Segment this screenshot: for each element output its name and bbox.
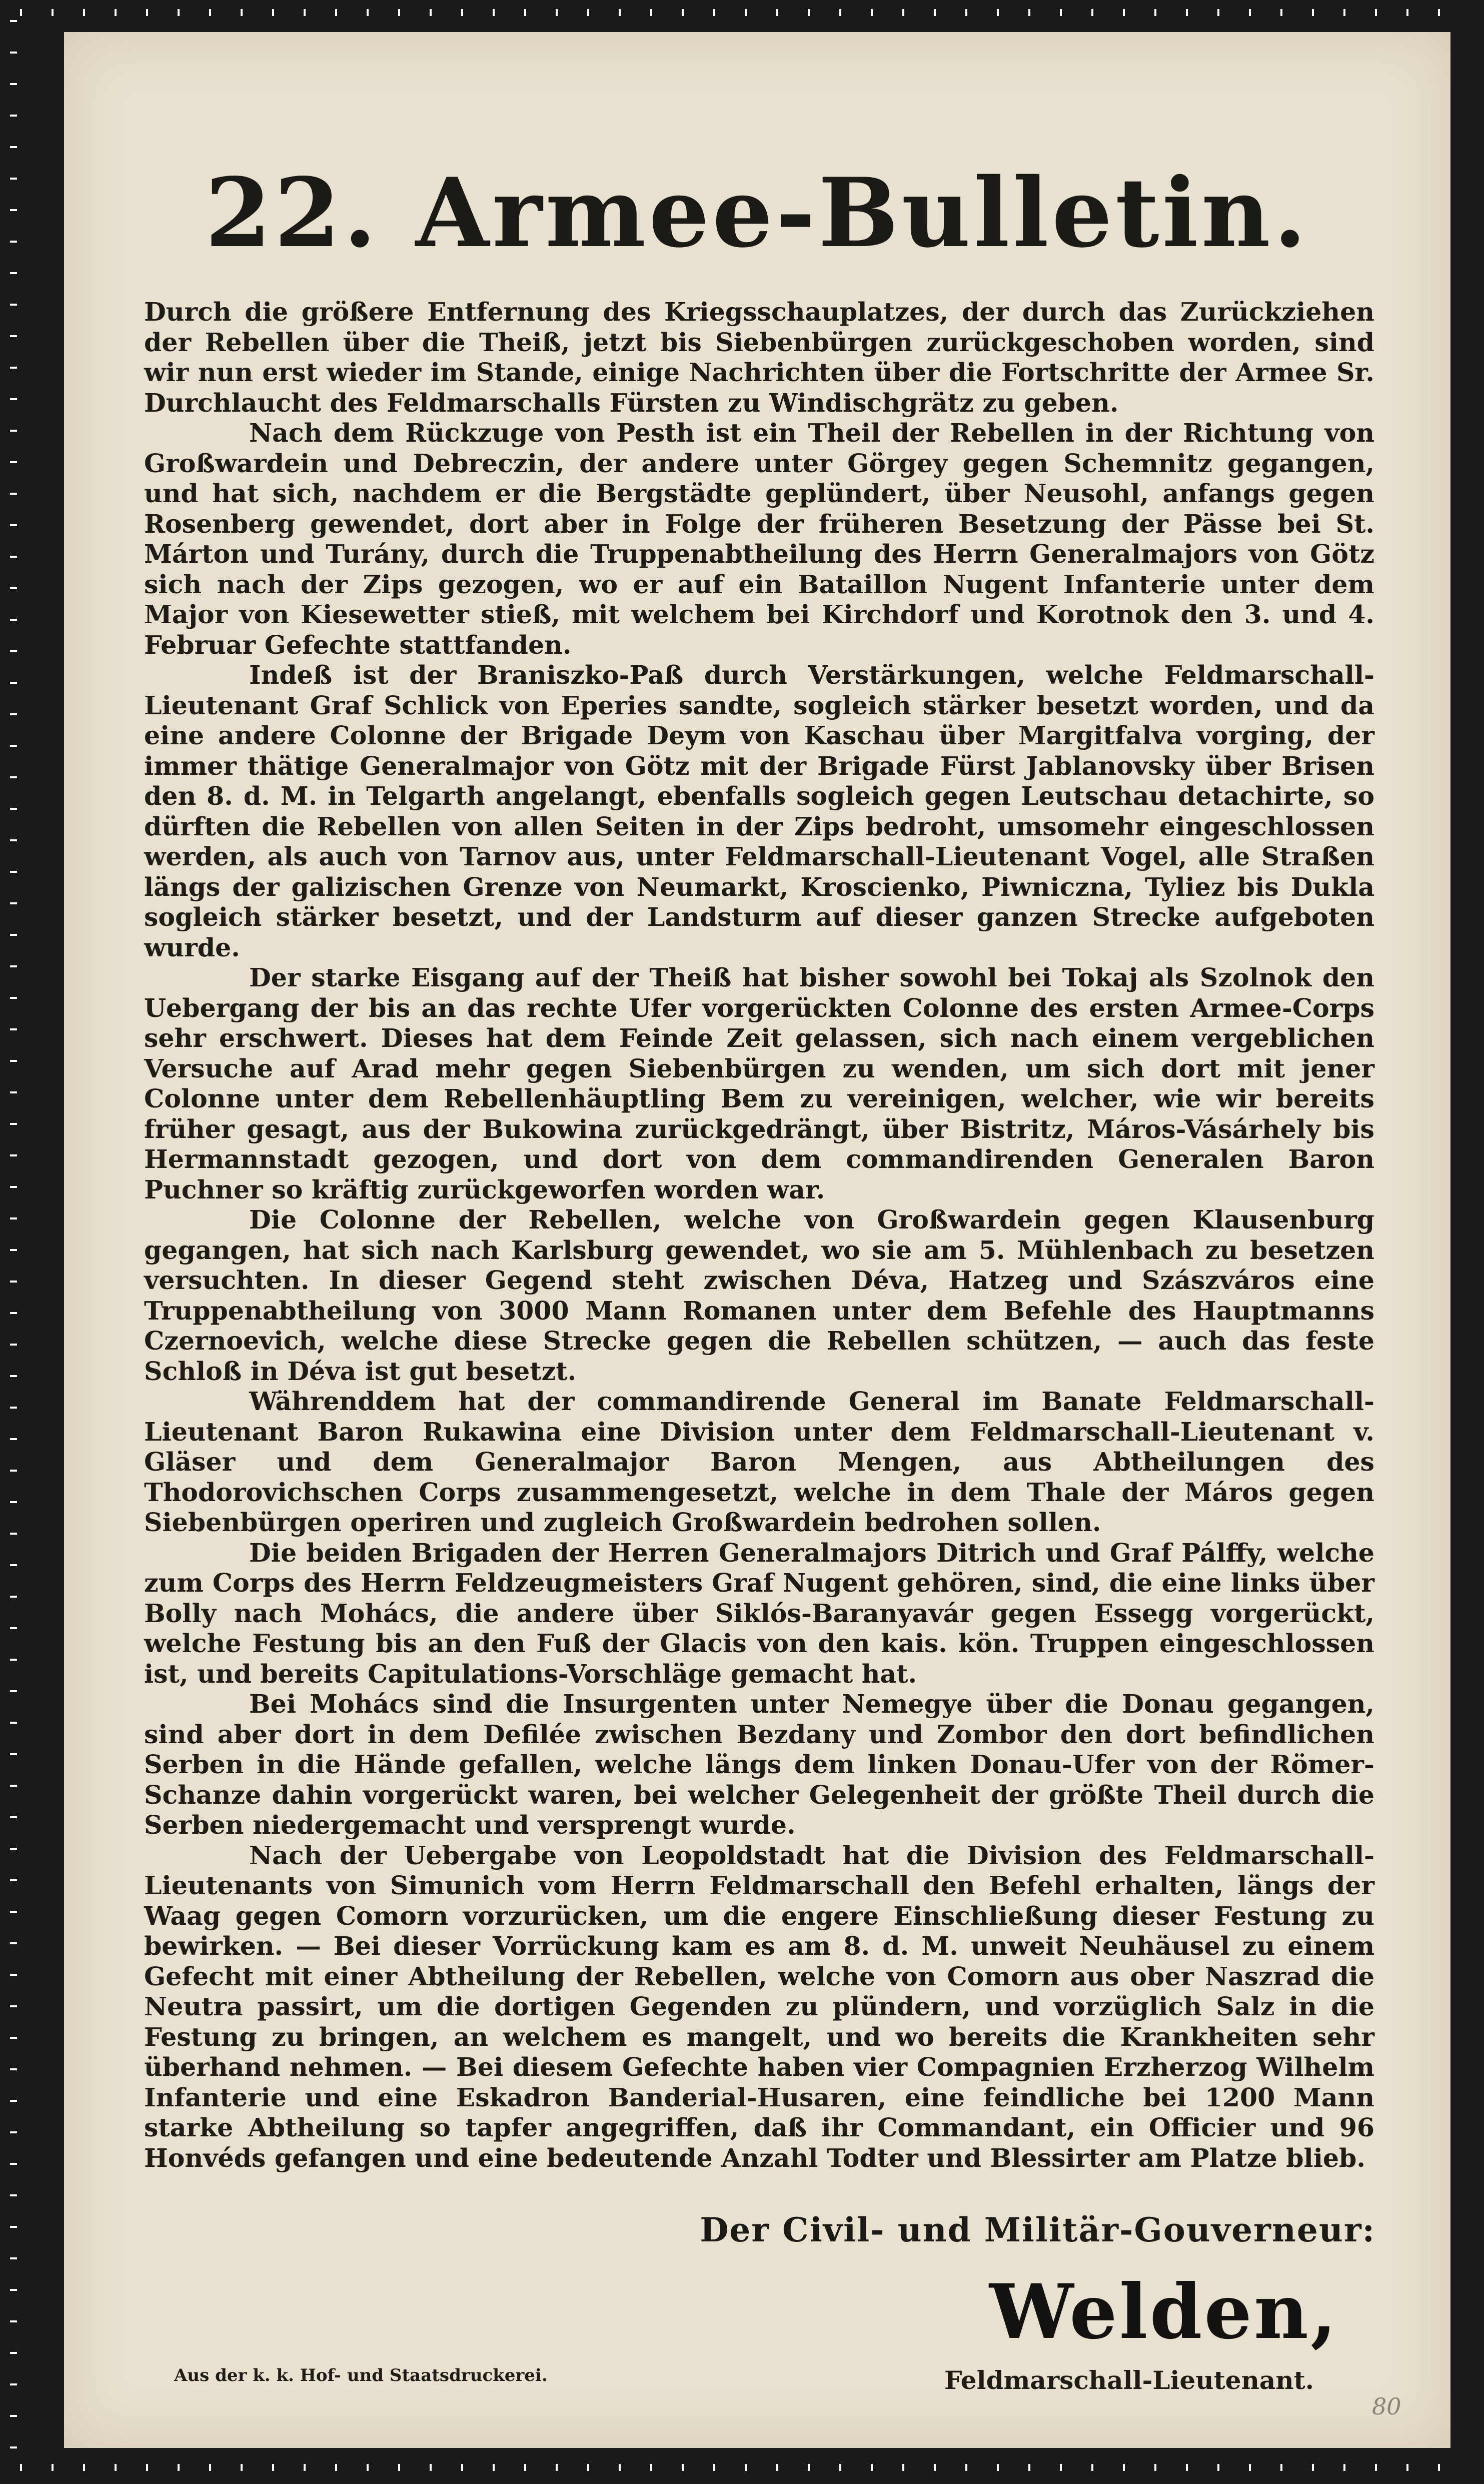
scale-tick	[524, 2464, 526, 2471]
scale-tick	[367, 9, 369, 16]
scale-tick	[10, 209, 17, 211]
scale-tick	[10, 2100, 17, 2102]
paragraph-8: Bei Mohács sind die Insurgenten unter Nemegye über die Donau gegangen, sind aber dort in dem Defilée zwischen Bezdany und Zombor den dort befindlichen Serben in die Hände gefallen, welche längs dem linken Donau-Ufer von der Römer-Schanze dahin vorgerückt waren, bei welcher Gelegenheit der größte Theil durch die Serben niedergemacht und versprengt wurde.	[144, 1689, 1374, 1840]
scale-tick	[146, 2464, 148, 2471]
scale-tick	[713, 9, 715, 16]
scale-tick	[10, 1438, 17, 1440]
scale-tick	[682, 9, 684, 16]
scale-tick	[10, 650, 17, 652]
paragraph-9: Nach der Uebergabe von Leopoldstadt hat die Division des Feldmarschall-Lieutenants von Simunich vom Herrn Feldmarschall den Befehl erhalten, längs der Waag gegen Comorn vorzurücken, um die engere Einschließung dieser Festung zu bewirken. — Bei dieser Vorrückung kam es am 8. d. M. unweit Neuhäusel zu einem Gefecht mit einer Abtheilung der Rebellen, welche von Comorn aus ober Naszrad die Neutra passirt, um die dortigen Gegenden zu plündern, und vorzüglich Salz in die Festung zu bringen, an welchem es mangelt, und wo bereits die Krankheiten sehr überhand nehmen. — Bei diesem Gefechte haben vier Compagnien Erzherzog Wilhelm Infanterie und eine Eskadron Banderial-Husaren, eine feindliche bei 1200 Mann starke Abtheilung so tapfer angegriffen, daß ihr Commandant, ein Officier und 96 Honvéds gefangen und eine bedeutende Anzahl Todter und Blessirter am Platze blieb.	[144, 1840, 1374, 2173]
scale-tick	[83, 2464, 85, 2471]
scale-tick	[10, 776, 17, 778]
signature-name: Welden,	[989, 2268, 1339, 2356]
scale-tick	[10, 1217, 17, 1219]
scale-tick	[10, 745, 17, 747]
scale-tick	[10, 2415, 17, 2417]
scale-tick	[10, 524, 17, 526]
scale-tick	[1312, 9, 1314, 16]
scale-tick	[1312, 2464, 1314, 2471]
scale-tick	[10, 1879, 17, 1881]
scale-tick	[241, 9, 243, 16]
scale-tick	[178, 9, 180, 16]
scale-tick	[10, 2163, 17, 2165]
scale-tick	[461, 9, 463, 16]
scale-tick	[1154, 9, 1156, 16]
scale-tick	[1060, 2464, 1062, 2471]
scale-tick	[146, 9, 148, 16]
paragraph-5: Die Colonne der Rebellen, welche von Großwardein gegen Klausenburg gegangen, hat sich nach Karlsburg gewendet, wo sie am 5. Mühlenbach zu besetzen versuchten. In dieser Gegend steht zwischen Déva, Hatzeg und Szászváros eine Truppenabtheilung von 3000 Mann Romanen unter dem Befehle des Hauptmanns Czernoevich, welche diese Strecke gegen die Rebellen schützen, — auch das feste Schloß in Déva ist gut besetzt.	[144, 1205, 1374, 1386]
scale-tick	[1123, 2464, 1125, 2471]
scale-tick	[178, 2464, 180, 2471]
scale-tick	[10, 2289, 17, 2291]
scale-tick	[10, 902, 17, 904]
scale-tick	[997, 2464, 999, 2471]
scale-tick	[10, 1028, 17, 1030]
scale-tick	[524, 9, 526, 16]
document-title: 22. Armee-Bulletin.	[205, 157, 1310, 269]
scale-tick	[10, 1249, 17, 1251]
scale-tick	[304, 9, 306, 16]
scale-tick	[619, 9, 621, 16]
scale-tick	[587, 2464, 589, 2471]
scale-tick	[10, 2037, 17, 2039]
scale-tick	[10, 934, 17, 936]
scale-tick	[776, 9, 778, 16]
scale-tick	[1217, 2464, 1219, 2471]
scale-tick	[10, 1533, 17, 1535]
scale-tick	[493, 2464, 495, 2471]
scale-tick	[10, 178, 17, 180]
scale-tick	[10, 1375, 17, 1377]
scale-tick	[20, 9, 22, 16]
scale-tick	[10, 1942, 17, 1944]
scale-tick	[1028, 2464, 1030, 2471]
scale-tick	[934, 2464, 936, 2471]
scale-tick	[52, 2464, 54, 2471]
scale-tick	[10, 2005, 17, 2007]
scale-tick	[10, 1690, 17, 1692]
scale-tick	[1406, 9, 1408, 16]
scale-tick	[1123, 9, 1125, 16]
scale-tick	[10, 1848, 17, 1850]
scale-tick	[10, 839, 17, 841]
scale-tick	[10, 335, 17, 337]
printer-note: Aus der k. k. Hof- und Staatsdruckerei.	[174, 2365, 548, 2385]
scale-tick	[10, 1596, 17, 1598]
scale-tick	[902, 2464, 904, 2471]
scale-tick	[335, 2464, 337, 2471]
scale-tick	[650, 9, 652, 16]
poster-sheet	[64, 32, 1450, 2448]
scale-tick	[115, 9, 117, 16]
scale-tick	[10, 241, 17, 243]
scale-tick	[10, 2068, 17, 2070]
scale-tick	[10, 272, 17, 274]
scale-tick	[10, 430, 17, 432]
scale-tick	[682, 2464, 684, 2471]
scale-tick	[1406, 2464, 1408, 2471]
scale-tick	[20, 2464, 22, 2471]
scale-tick	[10, 2257, 17, 2259]
scale-tick	[398, 2464, 400, 2471]
scale-tick	[10, 1312, 17, 1314]
scale-tick	[461, 2464, 463, 2471]
scale-tick	[10, 1060, 17, 1062]
scale-tick	[10, 20, 17, 22]
scale-tick	[209, 2464, 211, 2471]
scale-tick	[10, 1344, 17, 1346]
scale-tick	[10, 1407, 17, 1409]
scale-tick	[10, 1281, 17, 1283]
scale-tick	[1217, 9, 1219, 16]
paragraph-7: Die beiden Brigaden der Herren Generalmajors Ditrich und Graf Pálffy, welche zum Corps des Herrn Feldzeugmeisters Graf Nugent gehören, sind, die eine links über Bolly nach Mohács, die andere über Siklós-Baranyavár gegen Essegg vorgerückt, welche Festung bis an den Fuß der Glacis von den kais. kön. Truppen eingeschlossen ist, und bereits Capitulations-Vorschläge gemacht hat.	[144, 1538, 1374, 1689]
scale-tick	[745, 2464, 747, 2471]
scale-tick	[430, 2464, 432, 2471]
scale-tick	[83, 9, 85, 16]
scale-tick	[808, 9, 810, 16]
scale-tick	[1091, 9, 1093, 16]
paragraph-1: Durch die größere Entfernung des Kriegsschauplatzes, der durch das Zurückziehen der Rebellen über die Theiß, jetzt bis Siebenbürgen zurückgeschoben worden, sind wir nun erst wieder im Stande, einige Nachrichten über die Fortschritte der Armee Sr. Durchlaucht des Feldmarschalls Fürsten zu Windischgrätz zu geben.	[144, 297, 1374, 418]
scale-tick	[10, 2194, 17, 2196]
scale-tick	[10, 2320, 17, 2322]
scale-tick	[10, 146, 17, 148]
scale-tick	[10, 2352, 17, 2354]
scale-tick	[10, 1722, 17, 1724]
scale-tick	[1249, 9, 1251, 16]
scale-tick	[10, 1501, 17, 1503]
scale-tick	[965, 2464, 967, 2471]
scale-tick	[398, 9, 400, 16]
scale-tick	[839, 2464, 841, 2471]
scale-tick	[997, 9, 999, 16]
signature-heading: Der Civil- und Militär-Gouverneur:	[700, 2210, 1375, 2249]
scale-tick	[1375, 2464, 1377, 2471]
scale-tick	[10, 52, 17, 54]
scale-tick	[10, 2446, 17, 2448]
scale-tick	[1343, 9, 1345, 16]
scale-tick	[10, 713, 17, 715]
scale-tick	[1154, 2464, 1156, 2471]
scale-tick	[10, 808, 17, 810]
scale-tick	[10, 1564, 17, 1566]
scale-tick	[10, 1186, 17, 1188]
scale-tick	[871, 2464, 873, 2471]
scale-tick	[556, 2464, 558, 2471]
scale-tick	[1249, 2464, 1251, 2471]
scale-tick	[10, 1627, 17, 1629]
scale-tick	[10, 1911, 17, 1913]
scale-tick	[1343, 2464, 1345, 2471]
scale-tick	[10, 871, 17, 873]
scale-tick	[713, 2464, 715, 2471]
scale-tick	[10, 556, 17, 558]
scale-tick	[272, 2464, 274, 2471]
scale-tick	[52, 9, 54, 16]
scale-tick	[115, 2464, 117, 2471]
scale-tick	[745, 9, 747, 16]
scale-tick	[587, 9, 589, 16]
scale-tick	[430, 9, 432, 16]
scale-tick	[10, 83, 17, 85]
scale-tick	[10, 997, 17, 999]
paragraph-6: Währenddem hat der commandirende General im Banate Feldmarschall-Lieutenant Baron Rukawina eine Division unter dem Feldmarschall-Lieutenant v. Gläser und dem Generalmajor Baron Mengen, aus Abtheilungen des Thodorovichschen Corps zusammengesetzt, welche in dem Thale der Máros gegen Siebenbürgen operiren und zugleich Großwardein bedrohen sollen.	[144, 1387, 1374, 1537]
scale-tick	[1060, 9, 1062, 16]
scale-tick	[10, 367, 17, 369]
scale-tick	[556, 9, 558, 16]
paragraph-4: Der starke Eisgang auf der Theiß hat bisher sowohl bei Tokaj als Szolnok den Uebergang der bis an das rechte Ufer vorgerückten Colonne des ersten Armee-Corps sehr erschwert. Dieses hat dem Feinde Zeit gelassen, sich nach einem vergeblichen Versuche auf Arad mehr gegen Siebenbürgen zu wenden, um sich dort mit jener Colonne unter dem Rebellenhäuptling Bem zu vereinigen, welcher, wie wir bereits früher gesagt, aus der Bukowina zurückgedrängt, über Bistritz, Máros-Vásárhely bis Hermannstadt gezogen, und dort von dem commandirenden Generalen Baron Puchner so kräftig zurückgeworfen worden war.	[144, 963, 1374, 1204]
pencil-mark: 80	[1372, 2393, 1401, 2420]
scale-tick	[10, 1753, 17, 1755]
scale-tick	[10, 1659, 17, 1661]
scale-tick	[10, 1123, 17, 1125]
scale-tick	[1186, 2464, 1188, 2471]
scale-tick	[1438, 2464, 1440, 2471]
scale-tick	[934, 9, 936, 16]
scale-tick	[650, 2464, 652, 2471]
scale-tick	[1091, 2464, 1093, 2471]
scale-tick	[10, 115, 17, 117]
scale-tick	[367, 2464, 369, 2471]
scale-tick	[335, 9, 337, 16]
signature-rank: Feldmarschall-Lieutenant.	[944, 2365, 1314, 2395]
scale-tick	[1280, 9, 1282, 16]
scale-tick	[10, 2383, 17, 2385]
scale-tick	[776, 2464, 778, 2471]
scale-tick	[902, 9, 904, 16]
scale-tick	[493, 9, 495, 16]
scale-tick	[10, 682, 17, 684]
scale-tick	[1028, 9, 1030, 16]
scale-tick	[10, 2131, 17, 2133]
scale-tick	[10, 2226, 17, 2228]
scale-tick	[10, 1785, 17, 1787]
paragraph-3: Indeß ist der Braniszko-Paß durch Verstärkungen, welche Feldmarschall-Lieutenant Graf Schlick von Eperies sandte, sogleich stärker besetzt worden, und da eine andere Colonne der Brigade Deym von Kaschau über Margitfalva vorging, der immer thätige Generalmajor von Götz mit der Brigade Fürst Jablanovsky über Brisen den 8. d. M. in Telgarth angelangt, ebenfalls sogleich gegen Leutschau detachirte, so dürften die Rebellen von allen Seiten in der Zips bedroht, umsomehr eingeschlossen werden, als auch von Tarnov aus, unter Feldmarschall-Lieutenant Vogel, alle Straßen längs der galizischen Grenze von Neumarkt, Kroscienko, Piwniczna, Tyliez bis Dukla sogleich stärker besetzt, und der Landsturm auf dieser ganzen Strecke aufgeboten wurde.	[144, 660, 1374, 962]
scale-tick	[1438, 9, 1440, 16]
scale-tick	[10, 398, 17, 400]
scale-tick	[241, 2464, 243, 2471]
scale-tick	[10, 1154, 17, 1156]
scale-tick	[10, 493, 17, 495]
scale-tick	[808, 2464, 810, 2471]
scale-tick	[1280, 2464, 1282, 2471]
bulletin-body	[144, 297, 1374, 2173]
scale-tick	[839, 9, 841, 16]
scale-tick	[10, 1974, 17, 1976]
scale-tick	[1186, 9, 1188, 16]
scale-tick	[10, 965, 17, 967]
scale-tick	[871, 9, 873, 16]
scale-tick	[10, 587, 17, 589]
scale-tick	[10, 304, 17, 306]
scale-tick	[10, 619, 17, 621]
scale-tick	[209, 9, 211, 16]
scale-tick	[10, 1091, 17, 1093]
scale-tick	[10, 1816, 17, 1818]
scale-tick	[965, 9, 967, 16]
paragraph-2: Nach dem Rückzuge von Pesth ist ein Theil der Rebellen in der Richtung von Großwardein und Debreczin, der andere unter Görgey gegen Schemnitz gegangen, und hat sich, nachdem er die Bergstädte geplündert, über Neusohl, anfangs gegen Rosenberg gewendet, dort aber in Folge der früheren Besetzung der Pässe bei St. Márton und Turány, durch die Truppenabtheilung des Herrn Generalmajors von Götz sich nach der Zips gezogen, wo er auf ein Bataillon Nugent Infanterie unter dem Major von Kiesewetter stieß, mit welchem bei Kirchdorf und Korotnok den 3. und 4. Februar Gefechte stattfanden.	[144, 418, 1374, 660]
scale-tick	[304, 2464, 306, 2471]
scale-tick	[10, 1470, 17, 1472]
scale-tick	[619, 2464, 621, 2471]
scale-tick	[1375, 9, 1377, 16]
scale-tick	[10, 461, 17, 463]
scale-tick	[272, 9, 274, 16]
